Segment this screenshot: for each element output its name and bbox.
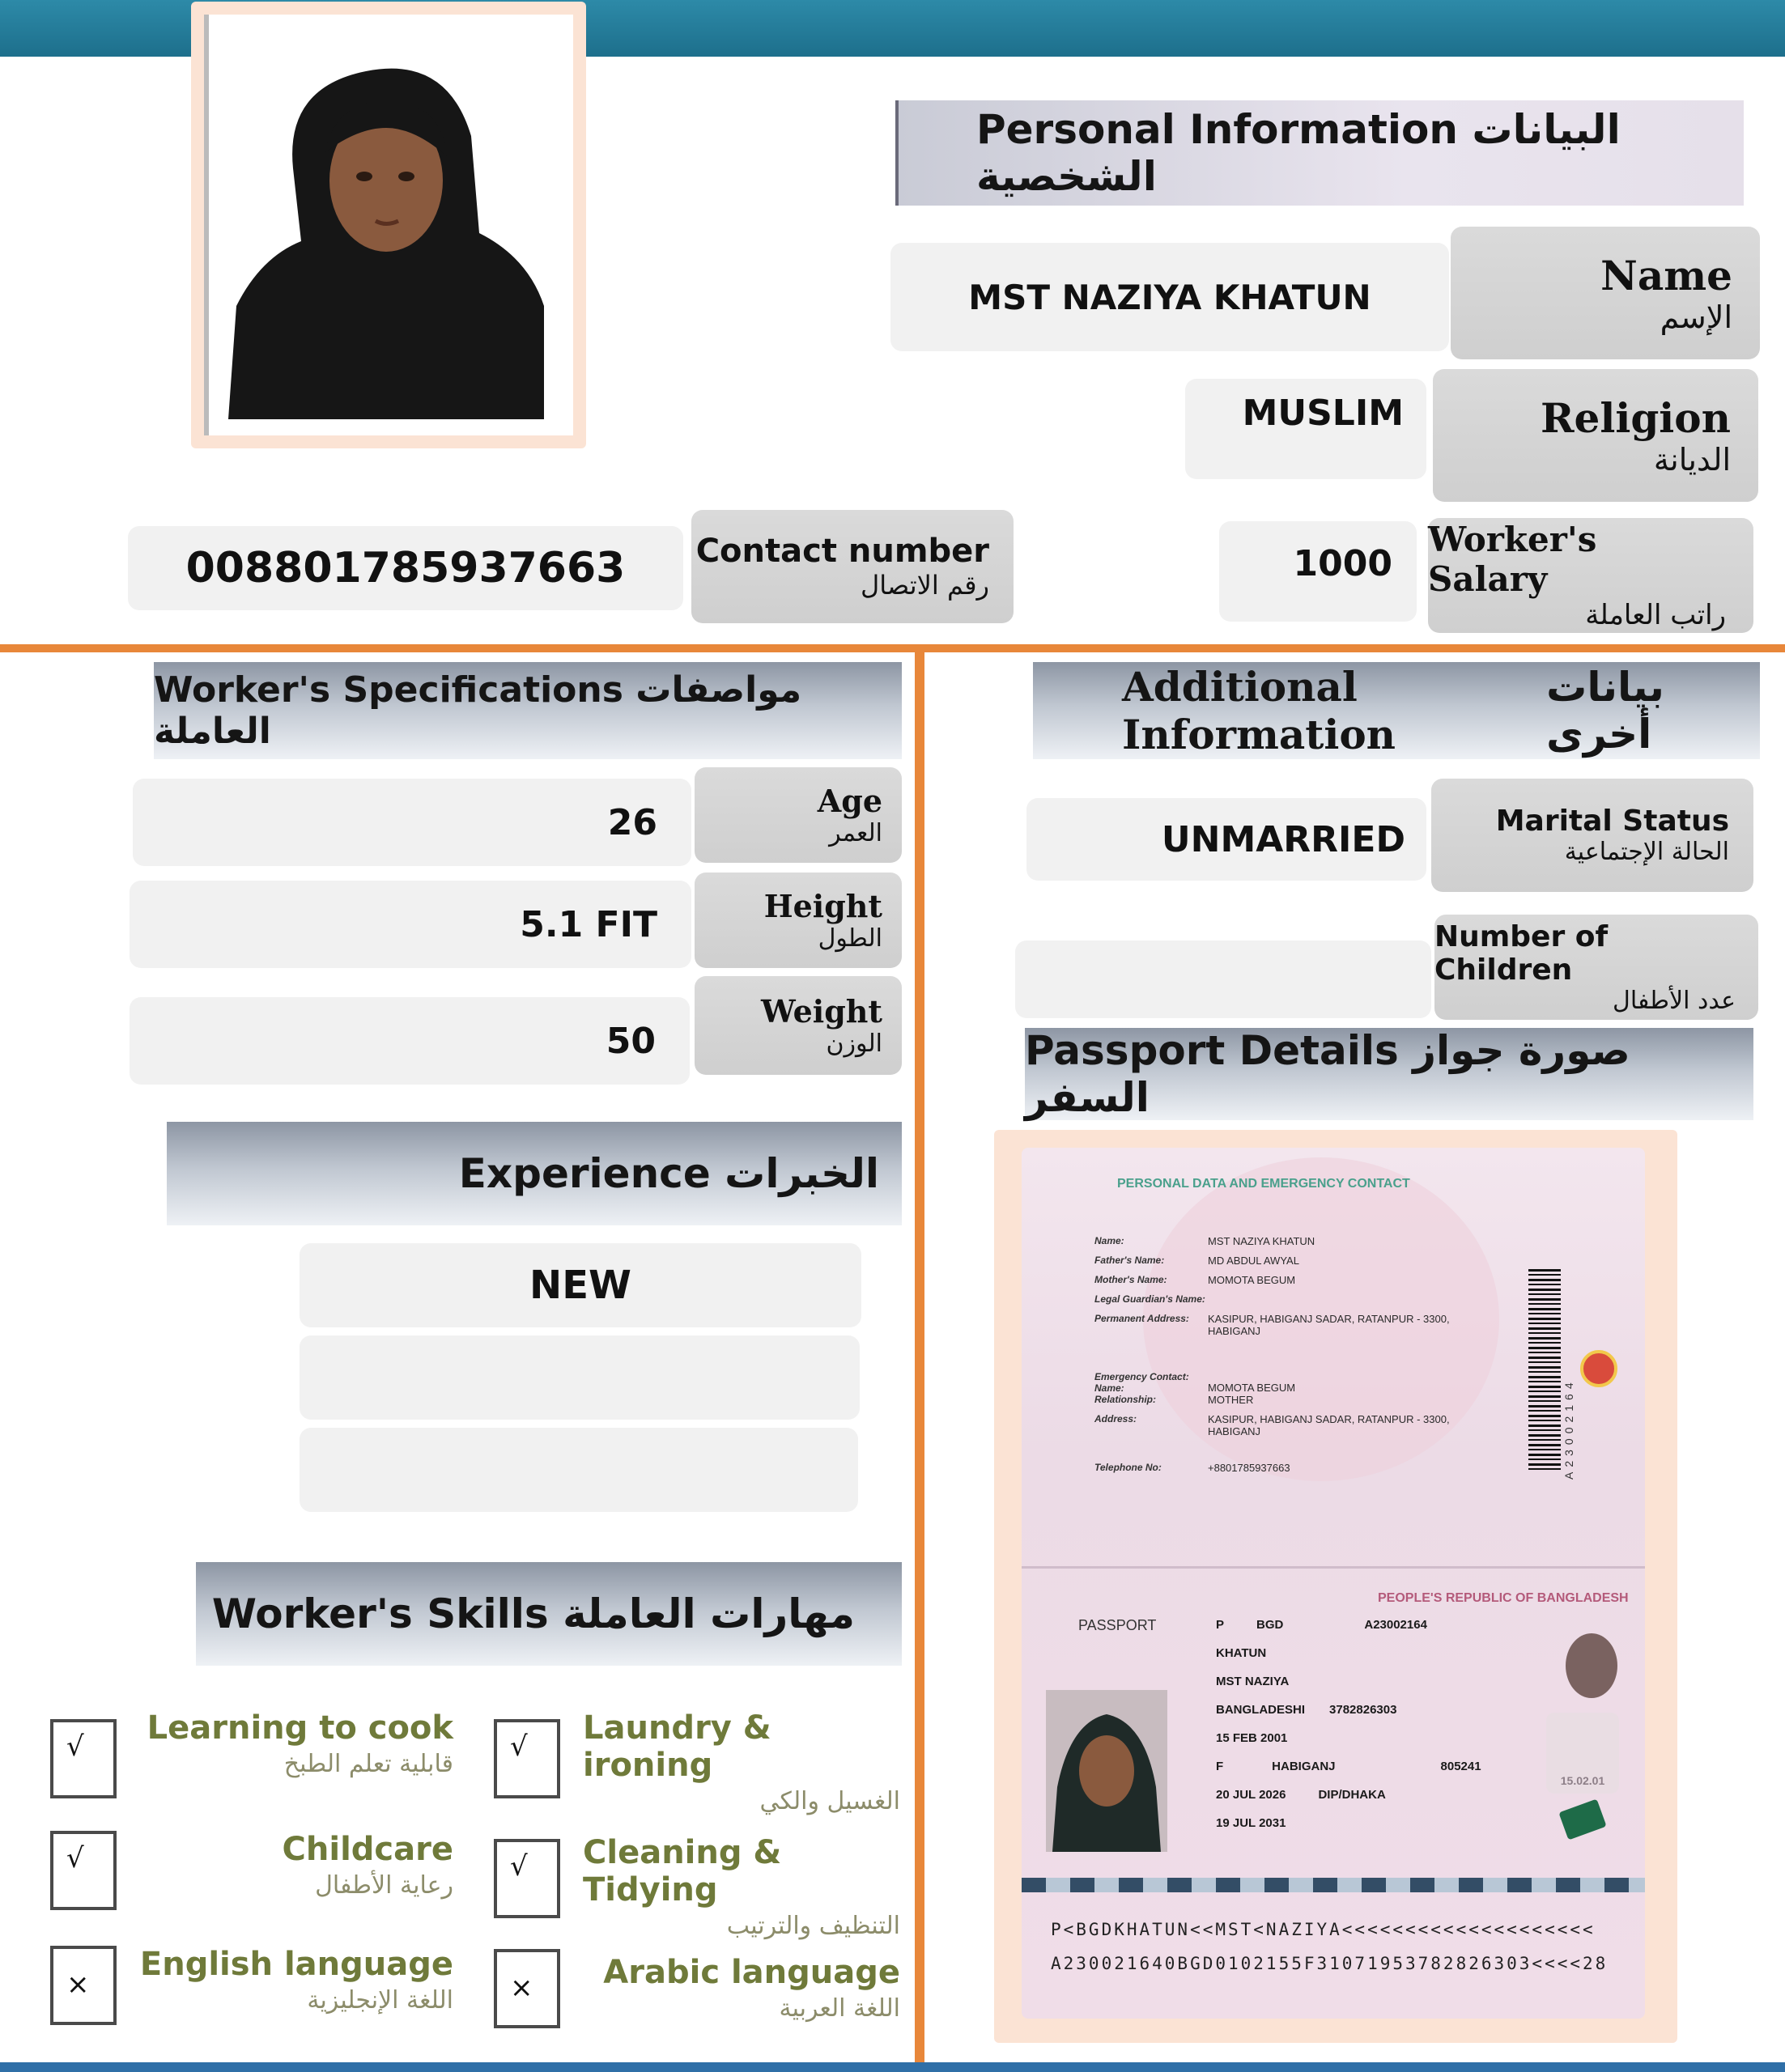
passport-scan [1022, 1148, 1645, 2019]
name-label-ar: الإسم [1660, 299, 1732, 335]
skill-label: Arabic language [603, 1954, 900, 1991]
ghost-date: 15.02.01 [1560, 1774, 1605, 1787]
skill-checkbox-cleaning[interactable]: √ [494, 1839, 560, 1918]
skill-laundry [583, 1709, 900, 1815]
pp-row-value: MOMOTA BEGUM [1208, 1382, 1296, 1394]
contact-label-ar: رقم الاتصال [860, 570, 989, 601]
pp-type: P [1216, 1618, 1225, 1632]
skill-label-ar: الغسيل والكي [759, 1787, 900, 1815]
passport-mrz-line2: A230021640BGD0102155F3107195378282630З<<<<28 [1051, 1954, 1609, 1973]
marital-status-label-en: Marital Status [1495, 805, 1729, 838]
skill-label: English language [139, 1946, 453, 1983]
worker-photo [204, 15, 573, 435]
passport-security-strip [1022, 1878, 1645, 1892]
age-label-en: Age [817, 783, 882, 819]
children-count-value [1015, 940, 1431, 1018]
pp-row-value: MOTHER [1208, 1394, 1254, 1406]
pp-row-label: Relationship: [1094, 1394, 1157, 1405]
pp-row-value: KASIPUR, HABIGANJ SADAR, RATANPUR - 3300, HABIGANJ [1208, 1313, 1450, 1337]
pp-row-label: Address: [1094, 1413, 1137, 1424]
contact-value: 008801785937663 [128, 526, 683, 610]
weight-label-en: Weight [761, 993, 882, 1030]
pp-place-of-birth: HABIGANJ [1272, 1760, 1336, 1773]
specifications-header: Worker's Specifications مواصفات العاملة [154, 662, 902, 759]
skill-label: Childcare [282, 1831, 453, 1868]
age-label-ar: العمر [829, 819, 882, 847]
height-value: 5.1 FIT [130, 881, 691, 968]
passport-details-header: Passport Details صورة جواز السفر [1025, 1028, 1753, 1120]
children-count-label-en: Number of Children [1434, 919, 1609, 987]
pp-row-value: KASIPUR, HABIGANJ SADAR, RATANPUR - 3300, HABIGANJ [1208, 1413, 1450, 1437]
skill-checkbox-childcare[interactable]: √ [50, 1831, 117, 1910]
ghost-image [1546, 1713, 1619, 1794]
children-count-label-ar: عدد الأطفال [1613, 986, 1736, 1015]
skill-english [121, 1946, 453, 2015]
skill-checkbox-laundry[interactable]: √ [494, 1719, 560, 1798]
salary-label-en: Worker's Salary [1428, 520, 1597, 599]
passport-photo-image [1046, 1690, 1167, 1852]
experience-item: NEW [300, 1243, 861, 1327]
worker-photo-image [204, 15, 573, 435]
pp-sex: F [1216, 1760, 1224, 1773]
religion-label [1433, 369, 1758, 502]
skill-label: Cleaning & Tidying [583, 1834, 782, 1909]
passport-page-bio [1022, 1585, 1645, 2019]
additional-info-header-ar: بيانات أخرى [1546, 664, 1664, 758]
name-label [1451, 227, 1760, 359]
weight-label [695, 976, 902, 1075]
salary-label [1428, 518, 1753, 633]
skill-label-ar: اللغة الإنجليزية [307, 1986, 453, 2015]
pp-row-value: MOMOTA BEGUM [1208, 1274, 1296, 1286]
pp-row-value: +8801785937663 [1208, 1462, 1290, 1474]
skill-label-ar: قابلية تعلم الطبخ [283, 1750, 453, 1778]
pp-prev-no: 805241 [1440, 1760, 1481, 1773]
pp-row-value: MD ABDUL AWYAL [1208, 1255, 1299, 1267]
marital-status-label-ar: الحالة الإجتماعية [1564, 838, 1729, 866]
passport-barcode-number: A23002164 [1562, 1378, 1575, 1480]
section-divider-horizontal [0, 644, 1785, 652]
section-divider-vertical [915, 652, 924, 2062]
pp-row-label: Emergency Contact: Name: [1094, 1371, 1189, 1394]
experience-item [300, 1335, 860, 1420]
pp-dob: 15 FEB 2001 [1216, 1731, 1288, 1745]
pp-row-label: Telephone No: [1094, 1462, 1162, 1473]
religion-label-ar: الديانة [1653, 441, 1731, 478]
skill-checkbox-arabic[interactable]: × [494, 1949, 560, 2028]
pp-surname: KHATUN [1216, 1646, 1267, 1660]
weight-label-ar: الوزن [826, 1030, 882, 1058]
hologram-icon [1558, 1799, 1606, 1841]
passport-mrz-line1: P<BGDKHATUN<<MST<NAZIYA<<<<<<<<<<<<<<<<<<<< [1051, 1920, 1596, 1939]
pp-row-label: Permanent Address: [1094, 1313, 1189, 1324]
pp-row-value: MST NAZIYA KHATUN [1208, 1235, 1315, 1247]
pp-row-label: Legal Guardian's Name: [1094, 1293, 1205, 1305]
salary-value: 1000 [1219, 521, 1417, 622]
marital-status-label [1431, 779, 1753, 892]
skill-label-ar: التنظيف والترتيب [726, 1912, 900, 1940]
skill-checkbox-cook[interactable]: √ [50, 1719, 117, 1798]
skill-label: Learning to cook [147, 1709, 453, 1747]
salary-label-ar: راتب العاملة [1585, 599, 1726, 631]
pp-date-expiry: 19 JUL 2031 [1216, 1816, 1286, 1830]
passport-barcode [1528, 1269, 1561, 1471]
pp-personal-no: 3782826303 [1329, 1703, 1397, 1717]
religion-label-en: Religion [1540, 393, 1731, 442]
height-label-en: Height [763, 888, 882, 924]
weight-value: 50 [130, 997, 690, 1085]
height-label [695, 873, 902, 968]
pp-row-label: Name: [1094, 1235, 1124, 1246]
skills-header: Worker's Skills مهارات العاملة [196, 1562, 902, 1666]
skill-arabic [583, 1954, 900, 2023]
passport-page2-title: PEOPLE'S REPUBLIC OF BANGLADESH [1378, 1591, 1629, 1605]
experience-header: Experience الخبرات [167, 1122, 902, 1225]
name-label-en: Name [1600, 251, 1732, 299]
contact-label [691, 510, 1014, 623]
name-value: MST NAZIYA KHATUN [890, 243, 1449, 351]
ghost-photo [1566, 1633, 1617, 1698]
personal-info-header: Personal Information البيانات الشخصية [895, 100, 1744, 206]
pp-given-name: MST NAZIYA [1216, 1675, 1290, 1688]
pp-row-label: Mother's Name: [1094, 1274, 1167, 1285]
additional-info-header [1033, 662, 1760, 759]
pp-authority: DIP/DHAKA [1318, 1788, 1386, 1802]
passport-page-data [1022, 1148, 1645, 1569]
religion-value: MUSLIM [1185, 379, 1426, 479]
worker-photo-frame [191, 2, 586, 448]
skill-label-ar: اللغة العربية [779, 1994, 900, 2023]
skill-checkbox-english[interactable]: × [50, 1946, 117, 2025]
additional-info-header-en: Additional Information [1122, 663, 1396, 758]
passport-word: PASSPORT [1078, 1617, 1157, 1633]
skill-childcare [146, 1831, 453, 1900]
marital-status-value: UNMARRIED [1026, 798, 1426, 881]
pp-date-issue: 20 JUL 2026 [1216, 1788, 1286, 1802]
emblem-icon [1580, 1350, 1617, 1387]
experience-item [300, 1428, 858, 1512]
passport-bio-fields [1216, 1617, 1483, 1831]
contact-label-en: Contact number [695, 533, 989, 570]
pp-country-code: BGD [1256, 1618, 1284, 1632]
passport-page1-title: PERSONAL DATA AND EMERGENCY CONTACT [1117, 1177, 1410, 1191]
age-label [695, 767, 902, 863]
skill-label: Laundry & ironing [583, 1709, 771, 1784]
pp-nationality: BANGLADESHI [1216, 1703, 1306, 1717]
children-count-label [1434, 915, 1758, 1020]
age-value: 26 [133, 779, 691, 866]
pp-number: A23002164 [1364, 1618, 1427, 1632]
skill-cook [146, 1709, 453, 1778]
height-label-ar: الطول [818, 924, 882, 953]
passport-data-rows [1094, 1235, 1580, 1481]
passport-photo [1046, 1690, 1167, 1852]
skill-label-ar: رعاية الأطفال [315, 1871, 453, 1900]
skill-cleaning [583, 1834, 900, 1940]
bottom-banner [0, 2062, 1785, 2072]
pp-row-label: Father's Name: [1094, 1255, 1165, 1266]
